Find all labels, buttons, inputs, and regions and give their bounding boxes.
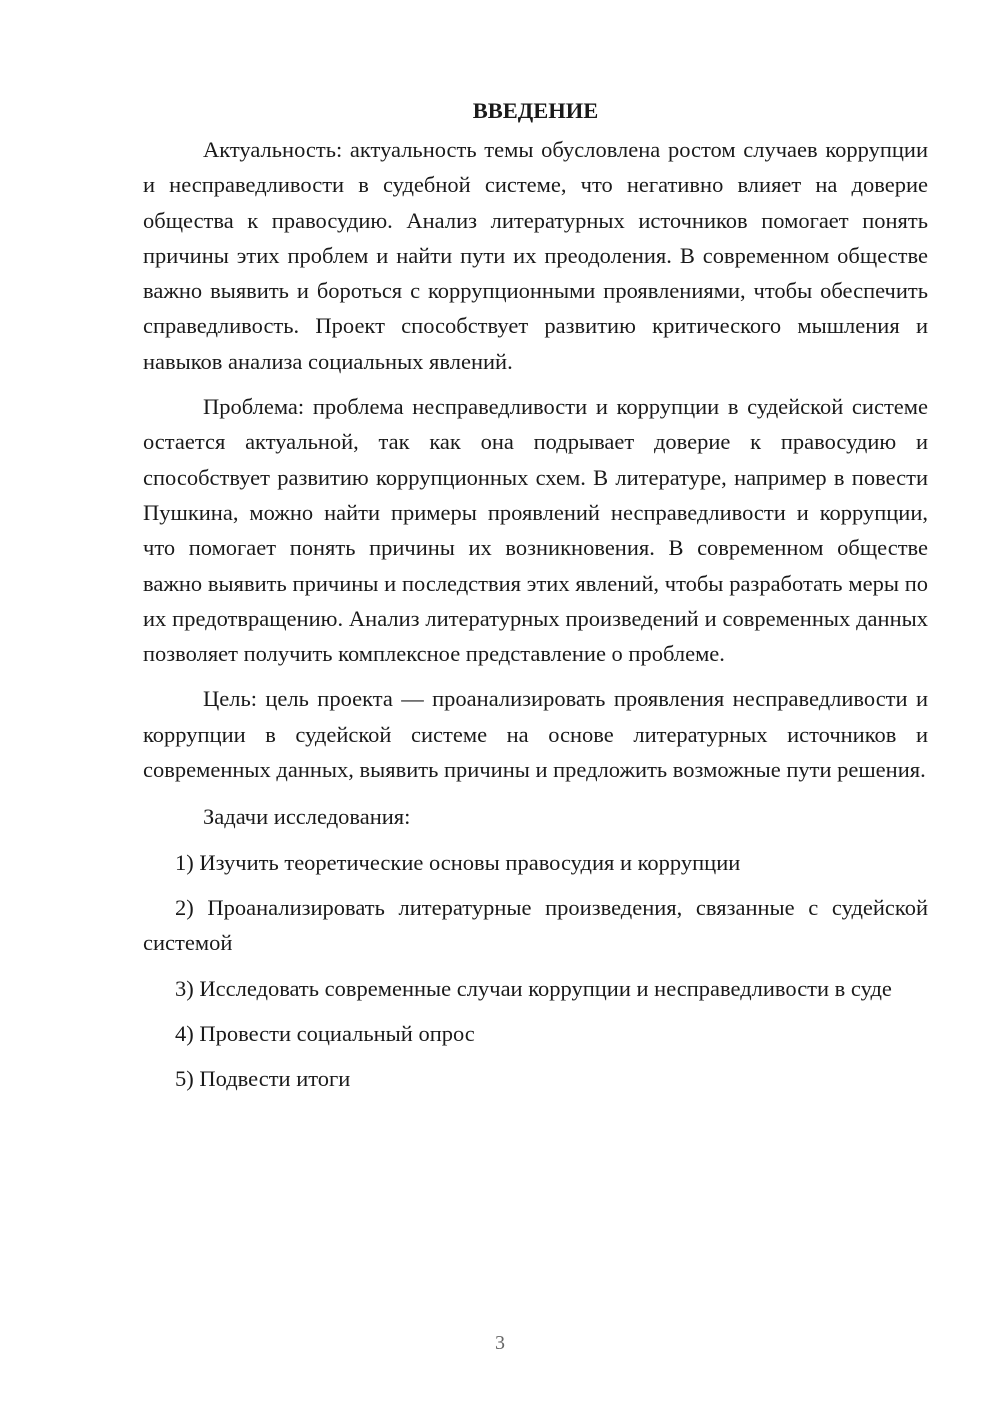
task-item: 2) Проанализировать литературные произведения, связанные с судейской системой [143, 894, 928, 956]
page-content [143, 92, 928, 1096]
task-item: 4) Провести социальный опрос [175, 1020, 475, 1046]
task-item: 5) Подвести итоги [175, 1066, 351, 1092]
tasks-heading: Задачи исследования: [203, 804, 411, 830]
task-item: 1) Изучить теоретические основы правосудия и коррупции [175, 849, 741, 875]
paragraph-relevance: Актуальность: актуальность темы обусловлена ростом случаев коррупции и несправедливости в судебной системе, что негативно влияет на доверие общества к правосудию. Анализ литературных источников помогает понять причины этих проблем и найти пути их преодоления. В современном обществе важно выявить и бороться с коррупционными проявлениями, чтобы обеспечить справедливость. Проект способствует развитию критического мышления и навыков анализа социальных явлений. [143, 137, 928, 374]
paragraph-goal: Цель: цель проекта — проанализировать проявления несправедливости и коррупции в судейской системе на основе литературных источников и современных данных, выявить причины и предложить возможные пути решения. [143, 686, 928, 783]
task-item: 3) Исследовать современные случаи коррупции и несправедливости в суде [175, 975, 892, 1001]
page-number: 3 [495, 1332, 505, 1354]
paragraph-problem: Проблема: проблема несправедливости и коррупции в судейской системе остается актуальной, так как она подрывает доверие к правосудию и способствует развитию коррупционных схем. В литературе, например в повести Пушкина, можно найти примеры проявлений несправедливости и коррупции, что помогает понять причины их возникновения. В современном обществе важно выявить причины и последствия этих явлений, чтобы разработать меры по их предотвращению. Анализ литературных произведений и современных данных позволяет получить комплексное представление о проблеме. [143, 394, 928, 667]
section-title: ВВЕДЕНИЕ [472, 98, 599, 123]
